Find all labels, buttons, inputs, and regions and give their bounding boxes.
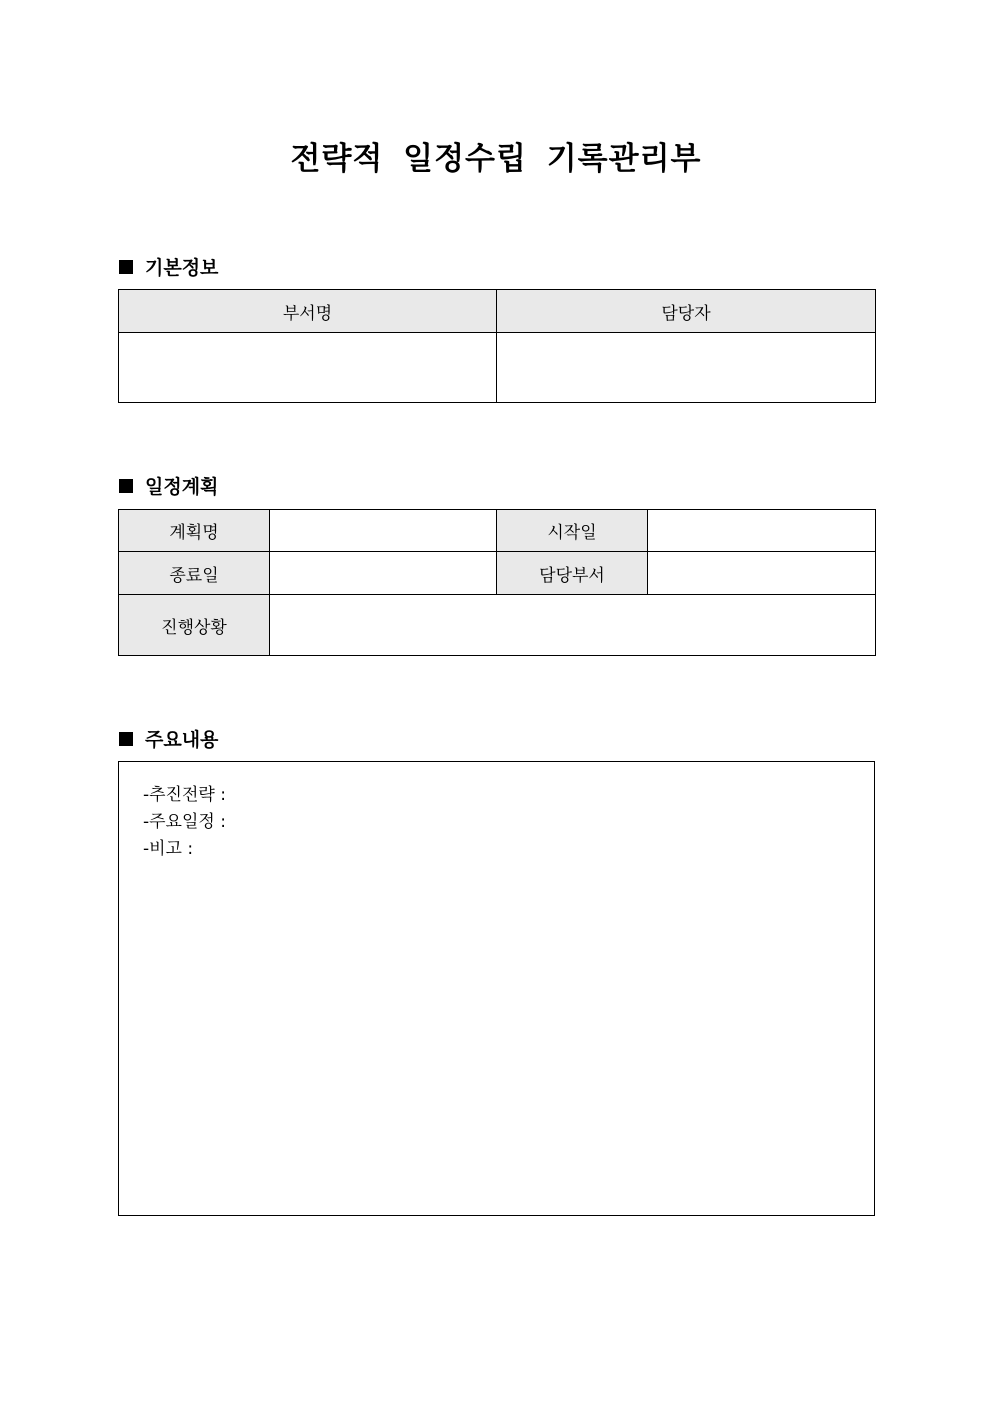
start-date-field[interactable] bbox=[648, 510, 876, 552]
main-content-heading-label: 주요내용 bbox=[145, 729, 219, 751]
main-content-heading bbox=[119, 725, 218, 752]
square-bullet-icon bbox=[119, 260, 133, 274]
department-name-header: 부서명 bbox=[119, 290, 497, 333]
key-schedule-line: -주요일정 : bbox=[143, 812, 226, 832]
end-date-label: 종료일 bbox=[119, 552, 270, 595]
plan-name-field[interactable] bbox=[270, 510, 497, 552]
main-content-box[interactable] bbox=[118, 761, 875, 1216]
main-content-lines bbox=[143, 782, 226, 863]
remarks-line: -비고 : bbox=[143, 839, 194, 859]
promotion-strategy-line: -추진전략 : bbox=[143, 785, 226, 805]
square-bullet-icon bbox=[119, 479, 133, 493]
start-date-label: 시작일 bbox=[497, 510, 648, 552]
schedule-plan-heading-label: 일정계획 bbox=[145, 476, 219, 498]
department-name-field[interactable] bbox=[119, 333, 497, 403]
plan-name-label: 계획명 bbox=[119, 510, 270, 552]
responsible-department-field[interactable] bbox=[648, 552, 876, 595]
basic-info-table bbox=[118, 289, 876, 403]
basic-info-heading bbox=[119, 253, 218, 280]
document-title: 전략적 일정수립 기록관리부 bbox=[290, 141, 702, 177]
progress-status-field[interactable] bbox=[270, 595, 876, 656]
schedule-plan-heading bbox=[119, 472, 218, 499]
schedule-plan-table bbox=[118, 509, 876, 656]
basic-info-heading-label: 기본정보 bbox=[145, 257, 219, 279]
end-date-field[interactable] bbox=[270, 552, 497, 595]
person-in-charge-field[interactable] bbox=[497, 333, 876, 403]
person-in-charge-header: 담당자 bbox=[497, 290, 876, 333]
responsible-department-label: 담당부서 bbox=[497, 552, 648, 595]
square-bullet-icon bbox=[119, 732, 133, 746]
progress-status-label: 진행상황 bbox=[119, 595, 270, 656]
